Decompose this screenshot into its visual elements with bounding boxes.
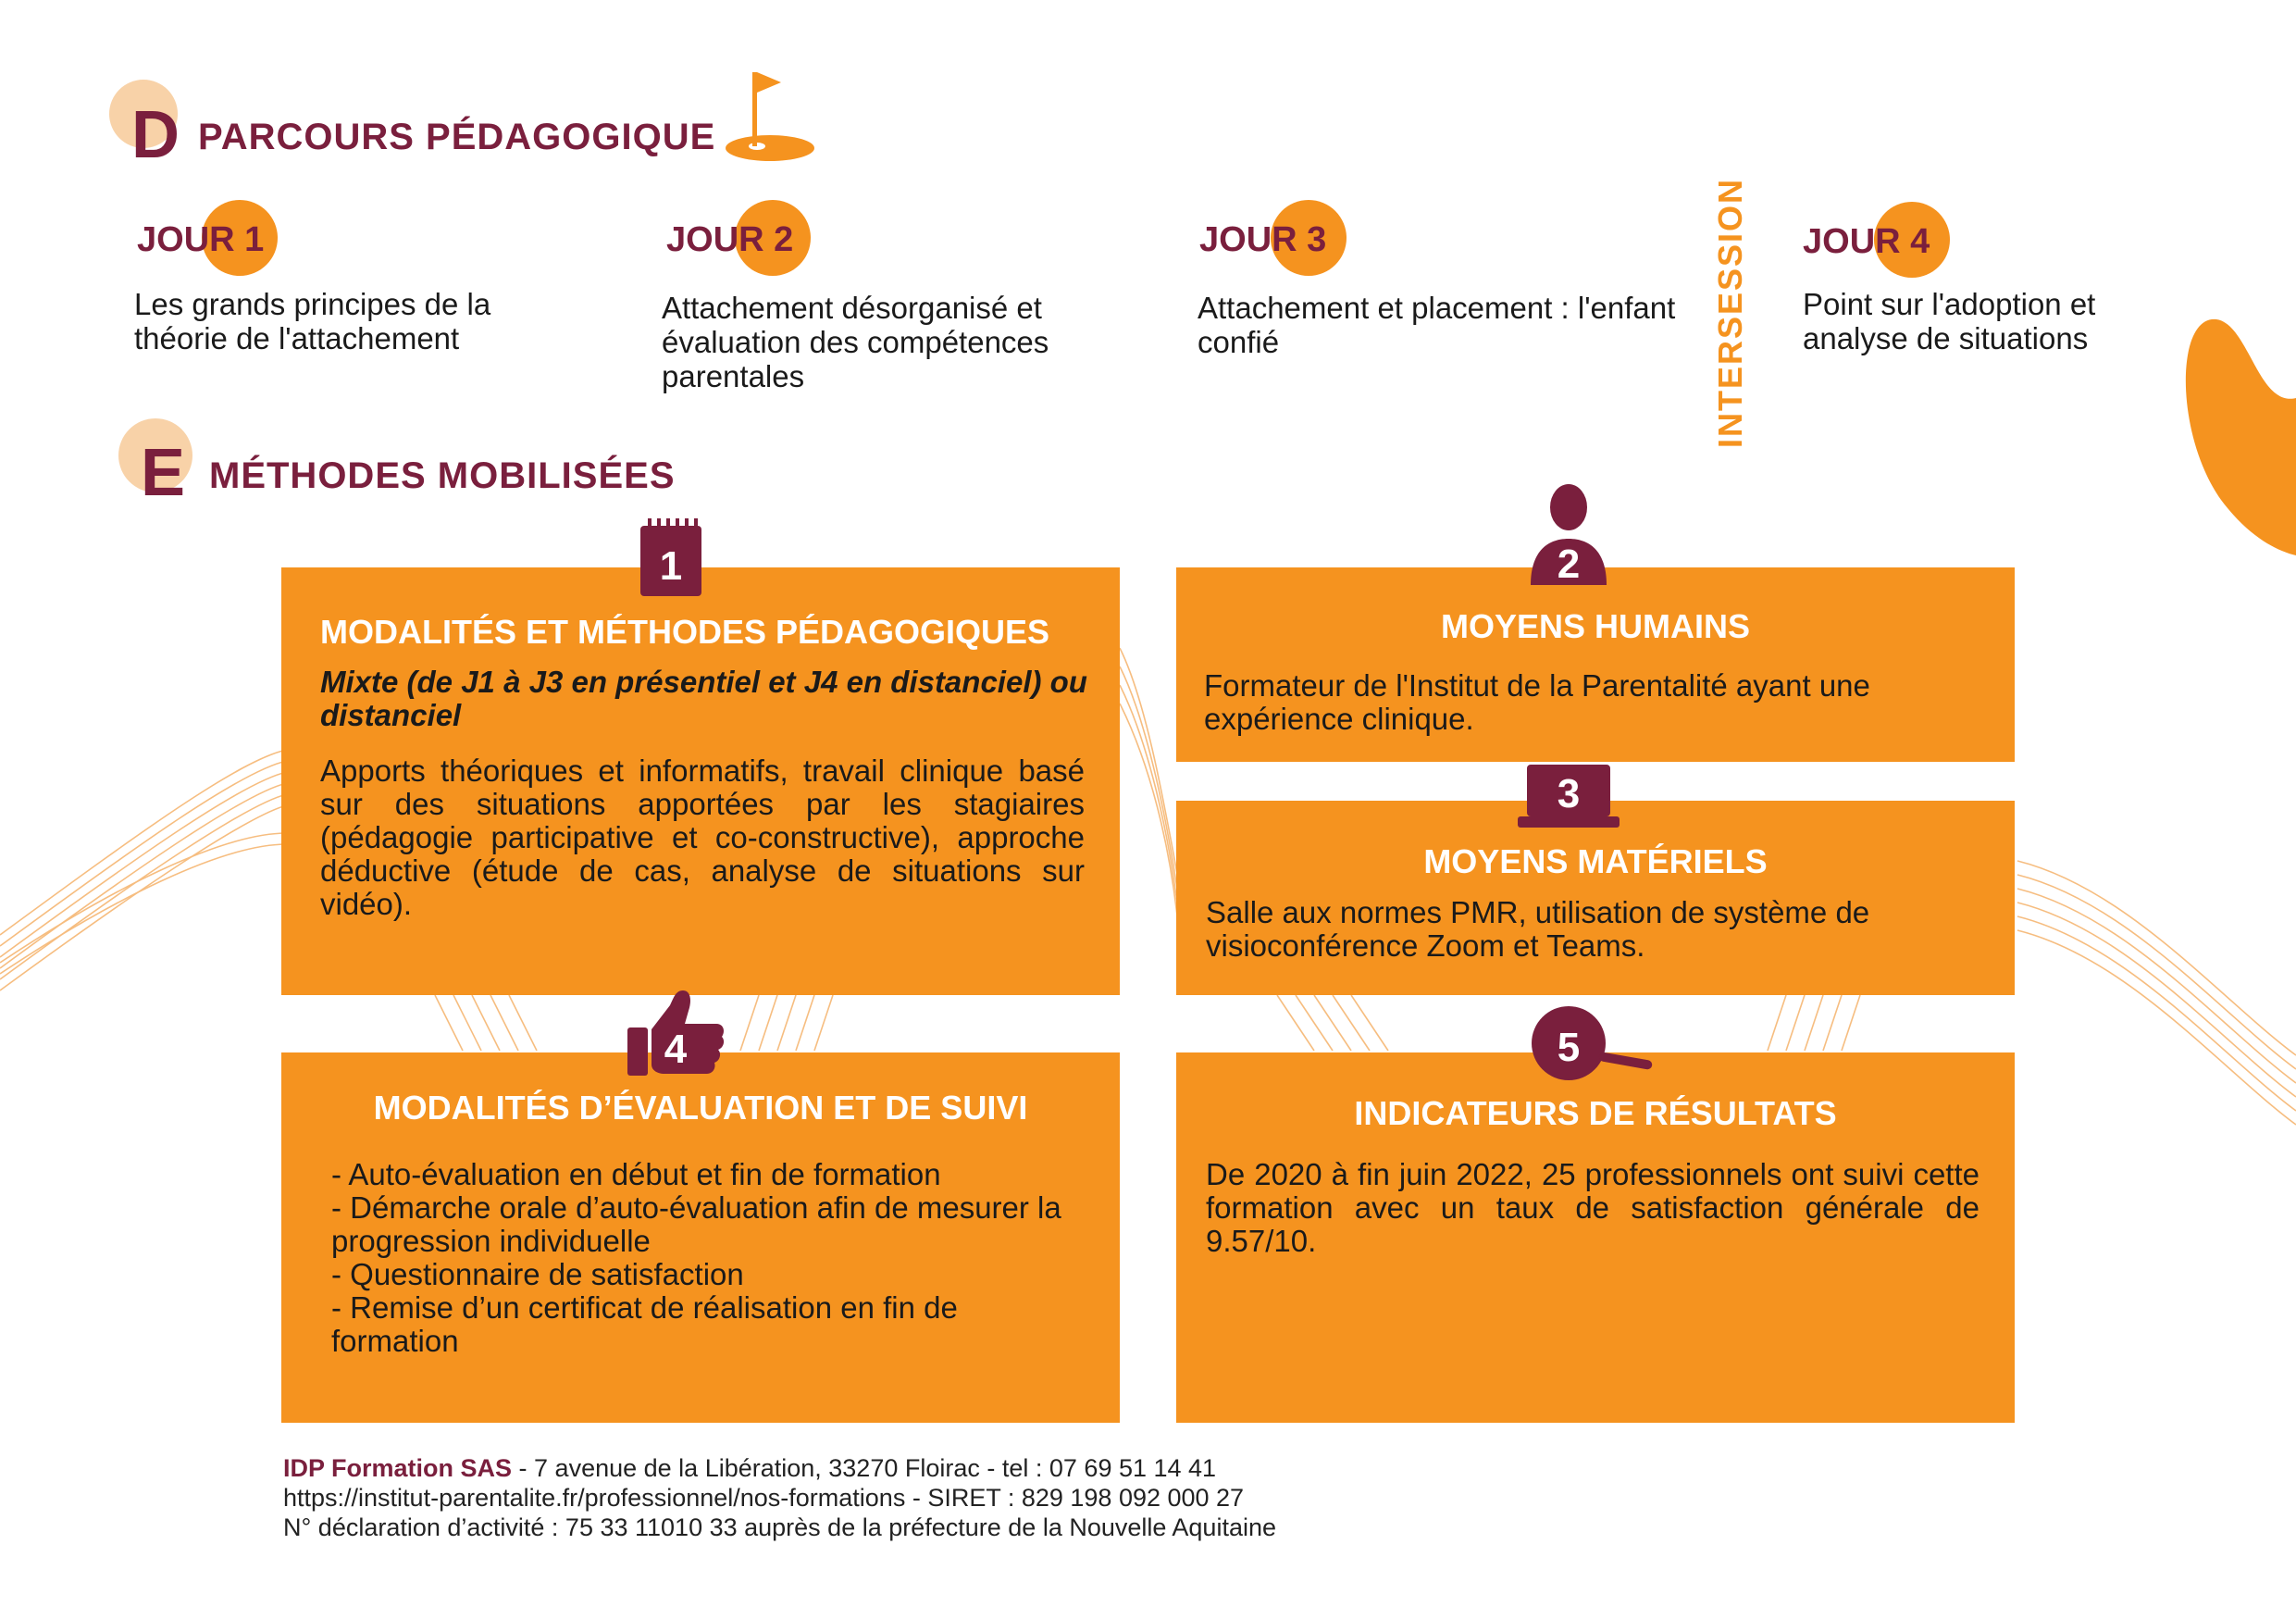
day-1-text: Les grands principes de la théorie de l'attachement (134, 287, 491, 355)
card-human-resources (1176, 567, 2015, 762)
footer-line-1 (283, 1453, 1276, 1483)
footer (283, 1453, 1276, 1542)
card-result-indicators (1176, 1052, 2015, 1423)
day-1-label: JOUR 1 (137, 220, 265, 259)
day-4-label: JOUR 4 (1803, 222, 1930, 261)
card-5-number: 5 (1557, 1025, 1581, 1070)
card-5-title: INDICATEURS DE RÉSULTATS (1354, 1094, 1837, 1132)
card-3-number: 3 (1557, 771, 1581, 816)
card-5-text: De 2020 à fin juin 2022, 25 professionnels ont suivi cette formation avec un taux de satisfaction générale de 9.57/10. (1206, 1157, 1980, 1258)
card-4-item-3: - Questionnaire de satisfaction (331, 1257, 744, 1291)
day-3-label: JOUR 3 (1199, 220, 1327, 259)
card-4-number: 4 (664, 1027, 688, 1072)
footer-address: - 7 avenue de la Libération, 33270 Floirac - tel : 07 69 51 14 41 (512, 1454, 1217, 1482)
card-1-number: 1 (659, 543, 683, 589)
day-4-text: Point sur l'adoption et analyse de situations (1803, 287, 2096, 355)
day-2-text: Attachement désorganisé et évaluation des compétences parentales (662, 291, 1049, 393)
card-3-title: MOYENS MATÉRIELS (1423, 842, 1768, 880)
section-d-letter: D (131, 98, 180, 172)
card-4-item-1: - Auto-évaluation en début et fin de formation (331, 1157, 941, 1191)
card-1-subtitle: Mixte (de J1 à J3 en présentiel et J4 en distanciel) ou distanciel (320, 665, 1087, 732)
card-2-title: MOYENS HUMAINS (1440, 607, 1751, 645)
section-e-title: MÉTHODES MOBILISÉES (209, 455, 676, 496)
card-material-resources (1176, 801, 2015, 995)
day-3-text: Attachement et placement : l'enfant confié (1198, 291, 1676, 359)
section-d-title: PARCOURS PÉDAGOGIQUE (198, 117, 716, 157)
decorative-blob (2186, 319, 2296, 555)
card-3-text: Salle aux normes PMR, utilisation de système de visioconférence Zoom et Teams. (1206, 895, 1870, 963)
card-1-title: MODALITÉS ET MÉTHODES PÉDAGOGIQUES (320, 613, 1050, 651)
day-2-label: JOUR 2 (666, 220, 794, 259)
card-2-text: Formateur de l'Institut de la Parentalité ayant une expérience clinique. (1204, 668, 1870, 736)
intersession-label: INTERSESSION (1711, 177, 1749, 448)
card-4-title: MODALITÉS D’ÉVALUATION ET DE SUIVI (373, 1089, 1028, 1127)
footer-company: IDP Formation SAS (283, 1454, 513, 1482)
card-pedagogical-methods (281, 567, 1120, 995)
card-2-number: 2 (1557, 542, 1581, 587)
card-4-item-4: - Remise d’un certificat de réalisation en fin de formation (331, 1290, 958, 1358)
section-e-letter: E (141, 436, 186, 510)
golf-flag-icon (722, 67, 818, 167)
footer-line-2: https://institut-parentalite.fr/professionnel/nos-formations - SIRET : 829 198 092 000 27 (283, 1484, 1245, 1512)
card-1-text: Apports théoriques et informatifs, travail clinique basé sur des situations apportées par les stagiaires (pédagogie participative et co-constructive), approche déductive (étude de cas, analyse de situations sur vidéo). (320, 753, 1085, 921)
card-4-item-2: - Démarche orale d’auto-évaluation afin de mesurer la progression individuelle (331, 1190, 1061, 1258)
footer-line-3: N° déclaration d’activité : 75 33 11010 33 auprès de la préfecture de la Nouvelle Aquitaine (283, 1513, 1276, 1541)
card-evaluation (281, 1052, 1120, 1423)
